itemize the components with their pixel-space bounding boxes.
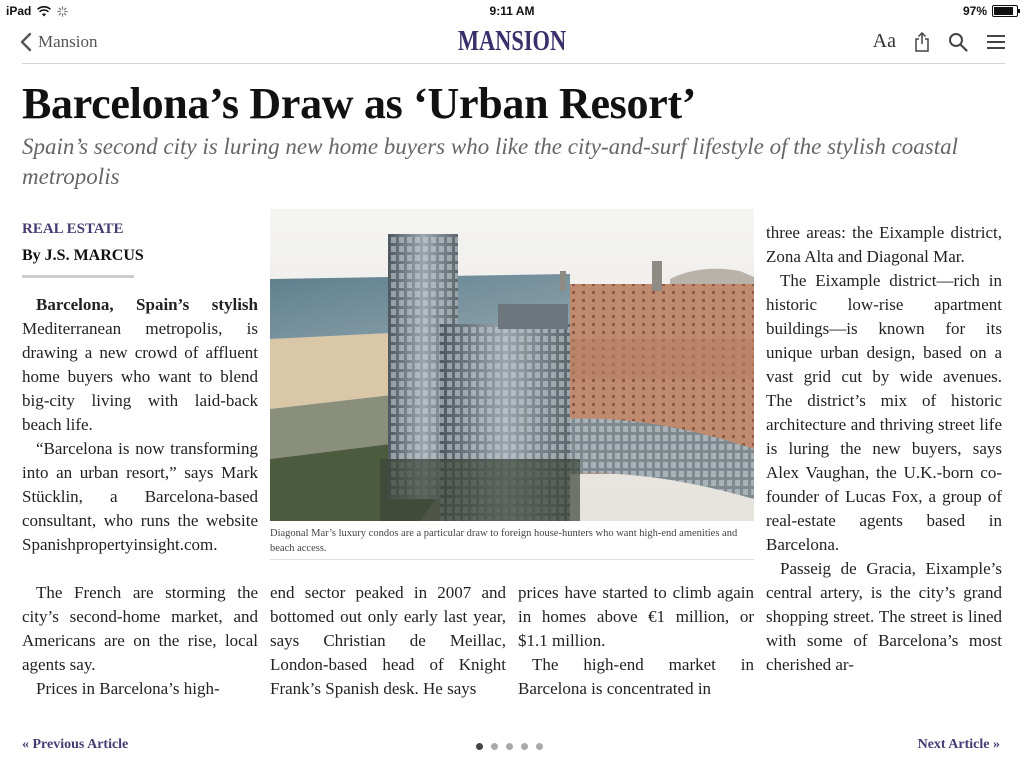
article-dek: Spain’s second city is luring new home buyers who like the city-and-surf lifestyle of the stylish coastal metropolis bbox=[22, 134, 959, 189]
status-bar bbox=[0, 0, 1024, 22]
status-right bbox=[963, 4, 1018, 18]
battery-fill bbox=[994, 7, 1013, 15]
paragraph: prices have started to climb again in homes above €1 million, or $1.1 million. bbox=[518, 583, 754, 650]
barcelona-skyline-image bbox=[270, 209, 754, 521]
paragraph-text: Mediterranean metropolis, is drawing a new crowd of affluent home buyers who want to blend big-city living with laid-back beach life. bbox=[22, 319, 258, 434]
section-label[interactable]: REAL ESTATE bbox=[22, 221, 124, 237]
paragraph: The French are storming the city’s second-home market, and Americans are on the rise, local agents say. bbox=[22, 583, 258, 674]
back-button[interactable] bbox=[20, 32, 98, 52]
battery-percent: 97% bbox=[962, 4, 987, 18]
device-label: iPad bbox=[6, 4, 32, 18]
status-time: 9:11 AM bbox=[489, 4, 535, 18]
article-column-1-lower bbox=[22, 581, 258, 701]
paragraph: “Barcelona is now transforming into an urban resort,” says Mark Stücklin, a Barcelona-based consultant, who runs the website Spanishpropertyinsight.com. bbox=[22, 439, 258, 554]
article-column-2 bbox=[270, 581, 506, 701]
page-indicator[interactable] bbox=[476, 743, 543, 750]
article-column-1 bbox=[22, 293, 258, 557]
page-dot[interactable] bbox=[521, 743, 528, 750]
battery-icon bbox=[992, 5, 1018, 17]
next-article-link[interactable]: Next Article » bbox=[917, 737, 1000, 752]
previous-article-link[interactable]: « Previous Article bbox=[22, 737, 129, 752]
page-dot[interactable] bbox=[476, 743, 483, 750]
font-size-button[interactable]: Aa bbox=[872, 30, 896, 52]
lead-in: Barcelona, Spain’s stylish bbox=[36, 295, 258, 314]
paragraph: The Eixample district—rich in historic low-rise apartment buildings—is known for its unique urban design, based on a vast grid cut by wide avenues. The district’s mix of historic architecture and thriving street life is luring the new buyers, says Alex Vaughan, the U.K.-born co-founder of Lucas Fox, a group of real-estate agents based in Barcelona. bbox=[766, 271, 1002, 554]
paragraph: three areas: the Eixample district, Zona Alta and Diagonal Mar. bbox=[766, 223, 1002, 266]
byline: By J.S. MARCUS bbox=[22, 247, 144, 264]
share-icon[interactable] bbox=[914, 32, 930, 52]
paragraph: end sector peaked in 2007 and bottomed out only early last year, says Christian de Meillac, London-based head of Knight Frank’s Spanish desk. He says bbox=[270, 583, 506, 698]
article-column-4 bbox=[766, 221, 1002, 677]
nav-divider bbox=[22, 63, 1005, 64]
search-icon[interactable] bbox=[948, 32, 968, 52]
mansion-logo: MANSION bbox=[457, 26, 567, 57]
page-dot[interactable] bbox=[491, 743, 498, 750]
menu-icon[interactable] bbox=[986, 34, 1006, 50]
photo-caption: Diagonal Mar’s luxury condos are a particular draw to foreign house-hunters who want high-end amenities and beach access. bbox=[270, 528, 738, 554]
article-column-3 bbox=[518, 581, 754, 701]
paragraph bbox=[22, 293, 258, 437]
nav-bar bbox=[0, 22, 1024, 64]
paragraph: The high-end market in Barcelona is concentrated in bbox=[518, 655, 754, 698]
nav-tools bbox=[873, 30, 1006, 53]
page-dot[interactable] bbox=[536, 743, 543, 750]
back-label: Mansion bbox=[38, 32, 98, 51]
page-dot[interactable] bbox=[506, 743, 513, 750]
chevron-left-icon bbox=[20, 32, 32, 52]
caption-rule bbox=[270, 559, 754, 560]
article-headline: Barcelona’s Draw as ‘Urban Resort’ bbox=[22, 79, 697, 128]
paragraph: Prices in Barcelona’s high- bbox=[36, 679, 220, 698]
article-photo[interactable] bbox=[270, 209, 754, 521]
paragraph: Passeig de Gracia, Eixample’s central artery, is the city’s grand shopping street. The street is lined with some of Barcelona’s most cherished ar- bbox=[766, 559, 1002, 674]
byline-rule bbox=[22, 275, 134, 278]
